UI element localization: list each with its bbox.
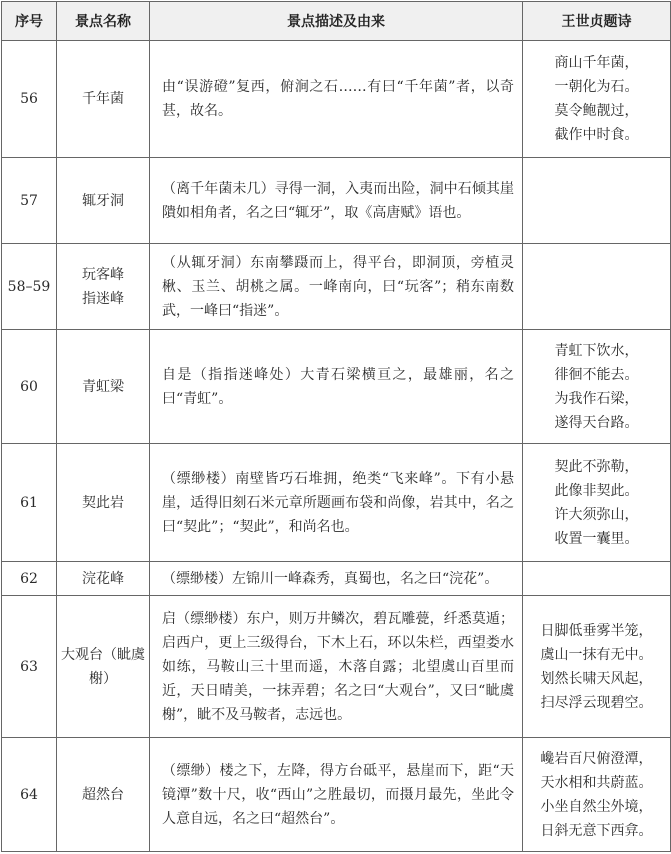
- row-number: 64: [2, 738, 57, 852]
- table-row: [2, 444, 671, 562]
- table-row: [2, 738, 671, 852]
- header-row: [2, 2, 671, 41]
- row-site-name: 契此岩: [57, 444, 150, 562]
- table-row: [2, 596, 671, 738]
- row-number: 61: [2, 444, 57, 562]
- poem-line: 此像非契此。: [554, 482, 639, 499]
- row-poem: [523, 244, 671, 330]
- poem-line: 巉岩百尺俯澄潭，: [540, 750, 653, 767]
- row-description: （离千年菌未几）寻得一洞，入夷而出险，洞中石倾其崖隤如相角者，名之曰“辄牙”，取《高唐赋》语也。: [150, 158, 523, 244]
- poem-line: 徘徊不能去。: [554, 366, 639, 383]
- poem-line: 许大须弥山，: [554, 506, 639, 523]
- poem-line: 扫尽浮云现碧空。: [540, 694, 653, 711]
- row-description: （从辄牙洞）东南攀蹑而上，得平台，即洞顶，旁植灵楸、玉兰、胡桃之属。一峰南向，曰“玩客”；稍东南数武，一峰曰“指迷”。: [150, 244, 523, 330]
- poem-line: 天水相和共蔚蓝。: [540, 774, 653, 791]
- header-poem: 王世贞题诗: [523, 2, 671, 41]
- landscape-table: [1, 1, 671, 852]
- poem-line: 小坐自然尘外境，: [540, 798, 653, 815]
- header-description: 景点描述及由来: [150, 2, 523, 41]
- row-description: （缥缈楼）南壁皆巧石堆拥，绝类“飞来峰”。下有小悬崖，适得旧刻石米元章所题画布袋和尚像，岩其中，名之曰“契此”；“契此”，和尚名也。: [150, 444, 523, 562]
- row-number: 63: [2, 596, 57, 738]
- row-description: （缥缈）楼之下，左降，得方台砥平，悬崖而下，距“天镜潭”数十尺，收“西山”之胜最切，而摄月最先，坐此令人意自远，名之曰“超然台”。: [150, 738, 523, 852]
- row-poem: [523, 562, 671, 596]
- row-number: 57: [2, 158, 57, 244]
- poem-line: 日斜无意下西弇。: [540, 822, 653, 839]
- row-number: 62: [2, 562, 57, 596]
- row-poem: [523, 330, 671, 444]
- row-poem: [523, 41, 671, 158]
- table-row: [2, 330, 671, 444]
- row-description: 启（缥缈楼）东户，则万井鳞次，碧瓦雕甍，纤悉莫遁；启西户，更上三级得台，下木上石，环以朱栏，西望娄水如练，马鞍山三十里而遥，木落自露；北望虞山百里而近，天日晴美，一抹弄碧；名之曰“大观台”，又曰“眦虞榭”，眦不及马鞍者，志远也。: [150, 596, 523, 738]
- row-poem: [523, 158, 671, 244]
- poem-line: 遂得天台路。: [554, 414, 639, 431]
- row-description: 自是（指指迷峰处）大青石梁横亘之，最雄丽，名之曰“青虹”。: [150, 330, 523, 444]
- row-site-name: 大观台（眦虞榭）: [57, 596, 150, 738]
- row-number: 56: [2, 41, 57, 158]
- poem-line: 商山千年菌，: [554, 55, 639, 71]
- row-site-name: 千年菌: [57, 41, 150, 158]
- row-site-name: 青虹梁: [57, 330, 150, 444]
- table-row: [2, 158, 671, 244]
- poem-line: 收置一囊里。: [554, 530, 639, 547]
- table-row: [2, 244, 671, 330]
- row-site-name: 浣花峰: [57, 562, 150, 596]
- poem-line: 为我作石梁，: [554, 390, 639, 407]
- row-number: 58–59: [2, 244, 57, 330]
- row-poem: [523, 738, 671, 852]
- poem-line: 日脚低垂雾半笼，: [540, 622, 653, 639]
- poem-line: 契此不弥勒，: [554, 458, 639, 475]
- row-number: 60: [2, 330, 57, 444]
- table-row: [2, 41, 671, 158]
- poem-line: 虞山一抹有无中。: [540, 646, 653, 663]
- header-number: 序号: [2, 2, 57, 41]
- row-poem: [523, 444, 671, 562]
- row-description: 由“误游磴”复西，俯涧之石……有曰“千年菌”者，以奇甚，故名。: [150, 41, 523, 158]
- header-site-name: 景点名称: [57, 2, 150, 41]
- poem-line: 划然长啸天风起，: [540, 670, 653, 687]
- poem-line: 一朝化为石。: [554, 79, 639, 95]
- table-row: [2, 562, 671, 596]
- row-site-name: 超然台: [57, 738, 150, 852]
- poem-line: 莫令鲍靓过，: [554, 103, 639, 119]
- row-site-name: 辄牙洞: [57, 158, 150, 244]
- row-description: （缥缈楼）左锦川一峰森秀，真蜀也，名之曰“浣花”。: [150, 562, 523, 596]
- row-poem: [523, 596, 671, 738]
- row-site-name: 玩客峰 指迷峰: [57, 244, 150, 330]
- poem-line: 青虹下饮水，: [554, 342, 639, 359]
- poem-line: 截作中时食。: [554, 127, 639, 143]
